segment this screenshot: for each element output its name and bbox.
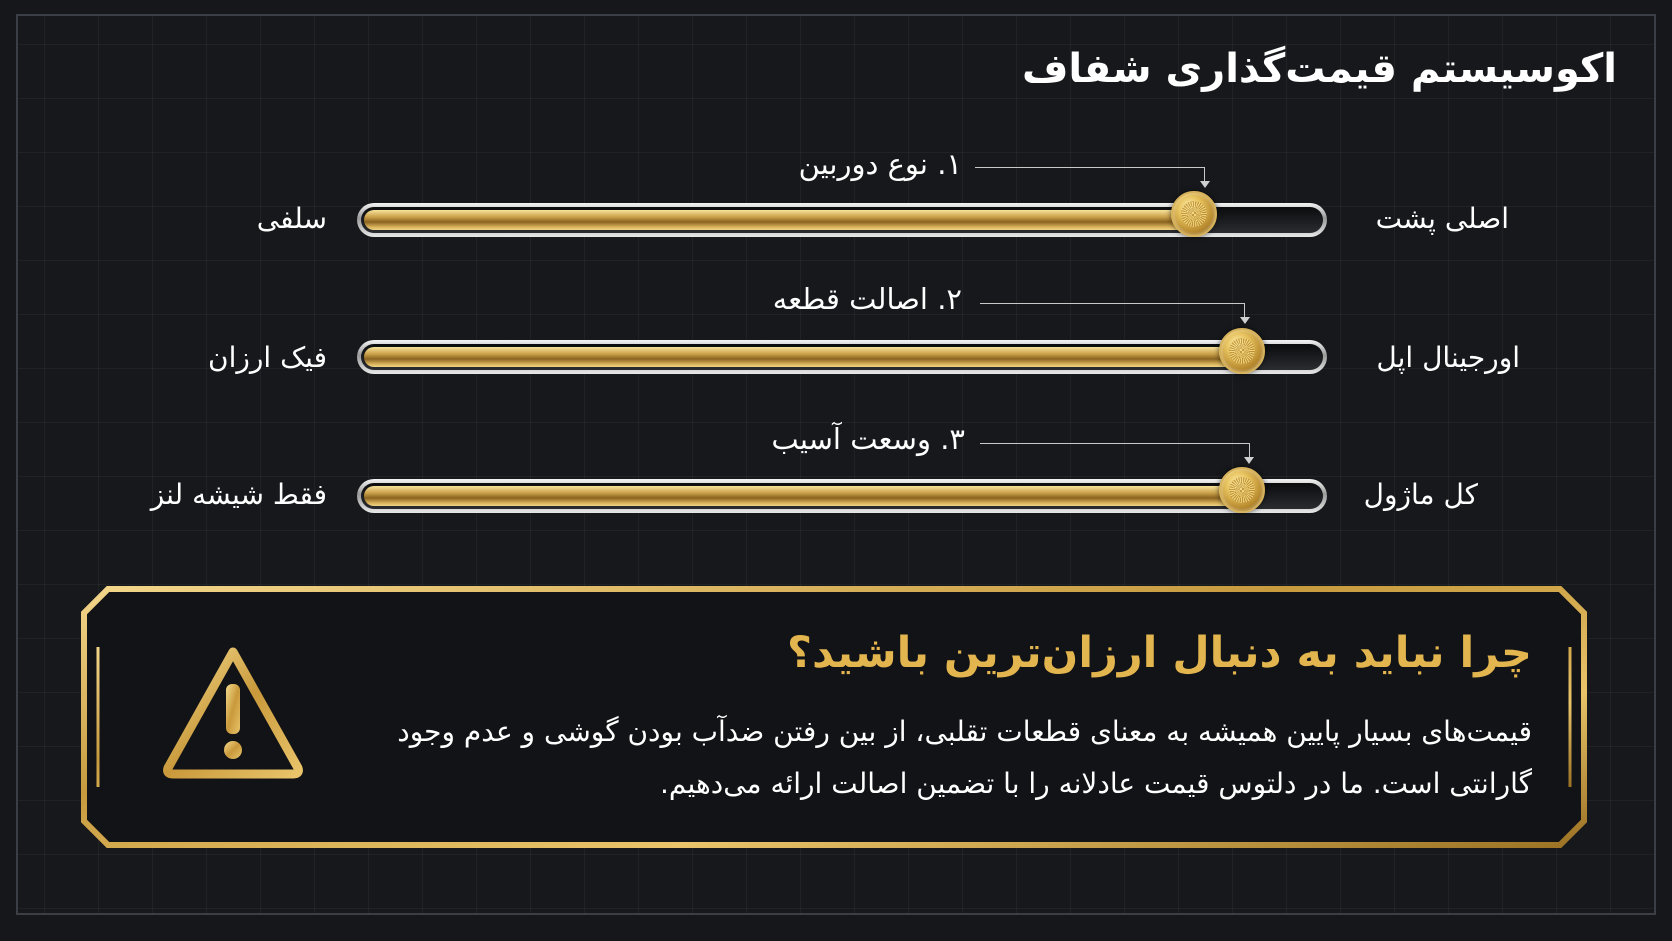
slider-3-title: ۳. وسعت آسیب: [771, 422, 965, 456]
warning-title: چرا نباید به دنبال ارزان‌ترین باشید؟: [787, 628, 1532, 678]
slider-1-knob[interactable]: [1171, 191, 1217, 237]
slider-2-track[interactable]: [357, 340, 1327, 374]
page-title: اکوسیستم قیمت‌گذاری شفاف: [1021, 46, 1617, 92]
warning-triangle-icon: [158, 642, 308, 786]
slider-2-left-end: فیک ارزان: [208, 341, 327, 374]
slider-3-knob[interactable]: [1219, 467, 1265, 513]
slider-2-title: ۲. اصالت قطعه: [772, 282, 962, 316]
slider-3-arrow-icon: [1244, 457, 1254, 464]
slider-1-fill: [364, 210, 1195, 230]
slider-3-fill: [364, 486, 1243, 506]
slider-3-left-end: فقط شیشه لنز: [150, 478, 327, 511]
slider-2-fill: [364, 347, 1243, 367]
slider-3-leader: [980, 443, 1250, 459]
slider-1-leader: [975, 167, 1205, 183]
slider-1-title: ۱. نوع دوربین: [798, 147, 962, 181]
slider-1-right-end: اصلی پشت: [1375, 202, 1509, 235]
slider-2-knob[interactable]: [1219, 328, 1265, 374]
warning-text: قیمت‌های بسیار پایین همیشه به معنای قطعات تقلبی، از بین رفتن ضدآب بودن گوشی و عدم وجود گارانتی است. ما در دلتوس قیمت عادلانه را با تضمین اصالت ارائه می‌دهیم.: [397, 715, 1532, 800]
slider-2-leader: [980, 303, 1245, 319]
slider-2-right-end: اورجینال اپل: [1376, 341, 1520, 374]
slider-1-left-end: سلفی: [256, 202, 327, 235]
slider-3-track[interactable]: [357, 479, 1327, 513]
slider-3-right-end: کل ماژول: [1363, 478, 1478, 511]
slider-1-arrow-icon: [1200, 181, 1210, 188]
slider-2-arrow-icon: [1240, 317, 1250, 324]
